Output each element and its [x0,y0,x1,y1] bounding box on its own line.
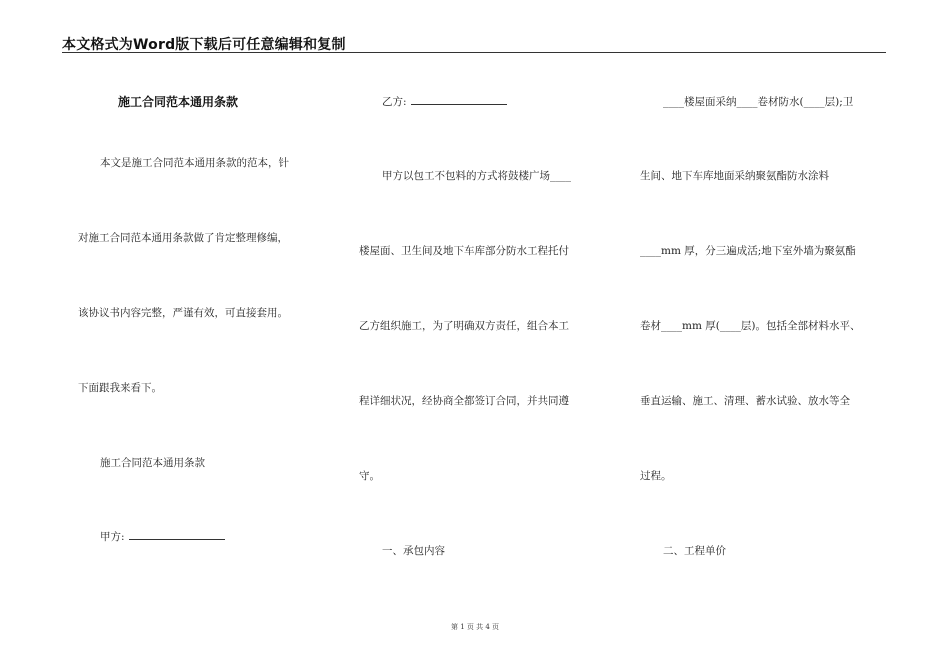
col1-line-5: 施工合同范本通用条款 [100,457,205,469]
col2-line-6: 守。 [359,470,380,482]
col2-line-4: 乙方组织施工，为了明确双方责任，组合本工 [359,320,569,332]
col3-line-6: 过程。 [640,470,672,482]
party-b-line [382,94,507,109]
document-header-title: 本文格式为Word版下载后可任意编辑和复制 [62,37,346,53]
party-a-label: 甲方: [100,531,125,543]
header-divider [62,52,886,53]
page-number: 第 1 页 共 4 页 [450,623,500,631]
col1-line-4: 下面跟我来看下。 [78,382,162,394]
col2-line-3: 楼屋面、卫生间及地下车库部分防水工程托付 [359,245,569,257]
col2-line-2: 甲方以包工不包料的方式将鼓楼广场____ [382,170,571,182]
col3-line-3: ____mm 厚，分三遍成活;地下室外墙为聚氨酯 [640,245,856,257]
col3-line-5: 垂直运输、施工、清理、蓄水试验、放水等全 [640,395,850,407]
party-b-blank [411,94,507,105]
col3-line-2: 生间、地下车库地面采纳聚氨酯防水涂料 [640,170,829,182]
col3-line-1: ____楼屋面采纳____卷材防水(____层);卫 [663,96,854,108]
document-title: 施工合同范本通用条款 [118,95,239,109]
section-heading-1: 一、承包内容 [382,545,445,557]
party-a-blank [129,529,225,540]
col1-line-1: 本文是施工合同范本通用条款的范本，针 [100,157,289,169]
col3-line-4: 卷材____mm 厚(____层)。包括全部材料水平、 [640,320,861,332]
section-heading-2: 二、工程单价 [663,545,726,557]
party-a-line [100,529,225,544]
col2-line-5: 程详细状况，经协商全都签订合同，并共同遵 [359,395,569,407]
party-b-label: 乙方: [382,96,407,108]
col1-line-3: 该协议书内容完整，严谨有效，可直接套用。 [78,307,288,319]
col1-line-2: 对施工合同范本通用条款做了肯定整理修编， [78,232,288,244]
